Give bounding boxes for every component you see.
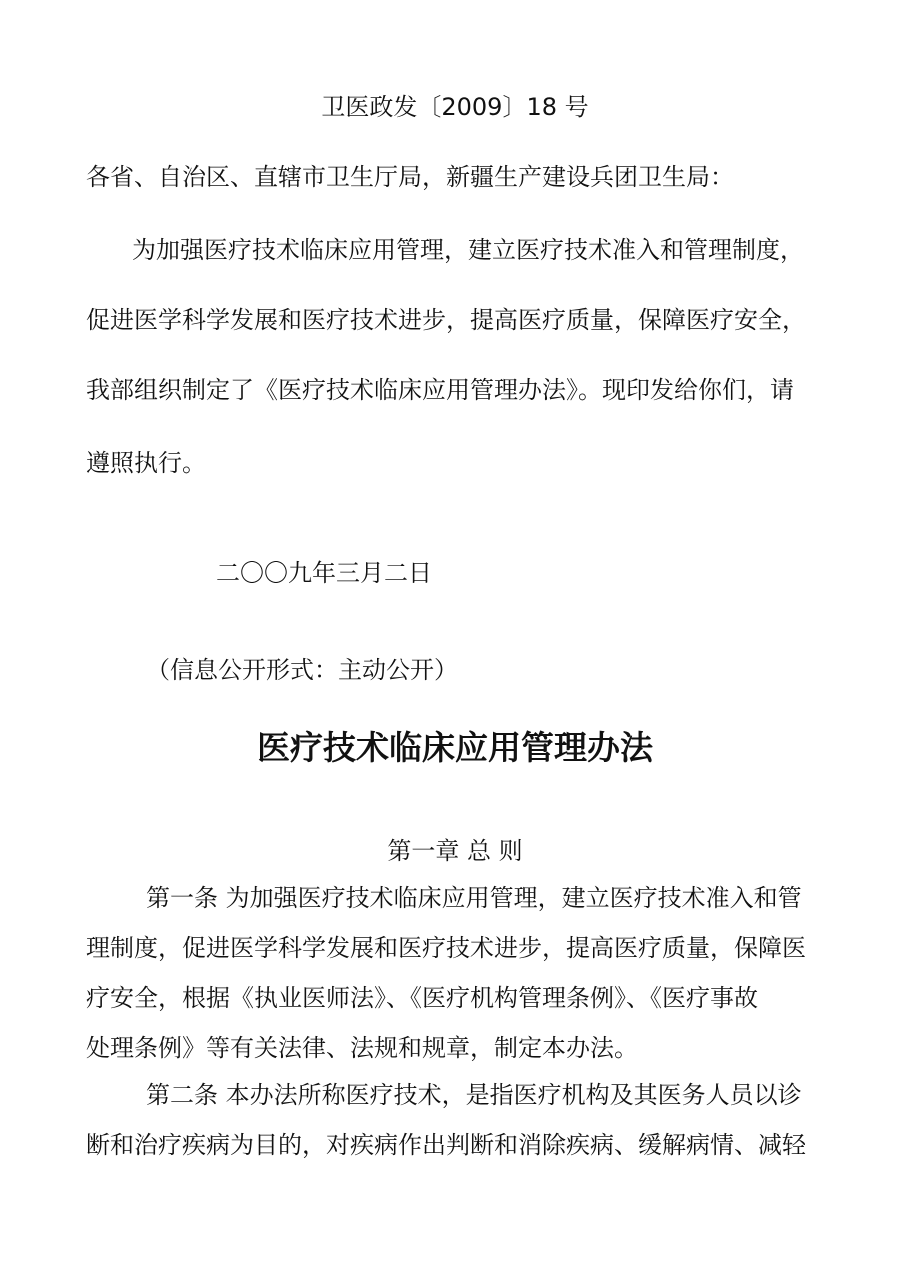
document-number: 卫医政发〔2009〕18 号 [321,93,589,121]
disclosure-note: （信息公开形式：主动公开） [146,656,458,684]
notice-paragraph-line: 为加强医疗技术临床应用管理，建立医疗技术准入和管理制度， [132,236,804,264]
article-1-line: 疗安全，根据《执业医师法》、《医疗机构管理条例》、《医疗事故 [86,984,758,1012]
article-1-line: 处理条例》等有关法律、法规和规章，制定本办法。 [86,1034,638,1062]
issue-date: 二〇〇九年三月二日 [216,559,432,587]
article-1-line: 理制度，促进医学科学发展和医疗技术进步，提高医疗质量，保障医 [86,934,806,962]
article-2-line: 断和治疗疾病为目的，对疾病作出判断和消除疾病、缓解病情、减轻 [86,1131,806,1159]
article-2-line: 第二条 本办法所称医疗技术，是指医疗机构及其医务人员以诊 [146,1081,802,1109]
regulation-title: 医疗技术临床应用管理办法 [257,728,653,767]
addressee: 各省、自治区、直辖市卫生厅局，新疆生产建设兵团卫生局： [86,163,734,191]
notice-paragraph-line: 遵照执行。 [86,449,206,477]
article-1-line: 第一条 为加强医疗技术临床应用管理，建立医疗技术准入和管 [146,884,802,912]
chapter-heading: 第一章 总 则 [387,837,523,865]
notice-paragraph-line: 我部组织制定了《医疗技术临床应用管理办法》。现印发给你们，请 [86,376,794,404]
notice-paragraph-line: 促进医学科学发展和医疗技术进步，提高医疗质量，保障医疗安全， [86,306,806,334]
